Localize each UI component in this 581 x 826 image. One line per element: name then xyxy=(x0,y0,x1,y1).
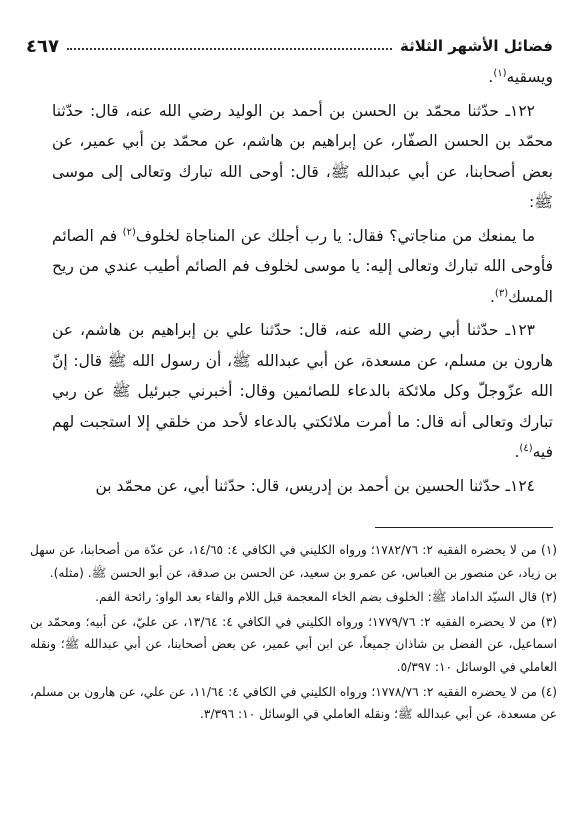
footnote-ref: (٢) xyxy=(122,226,136,238)
running-title: فضائل الأشهر الثلاثة xyxy=(399,37,553,55)
paragraph-end: . xyxy=(488,68,494,86)
page-number: ٤٦٧ xyxy=(26,35,59,57)
dotted-leader xyxy=(67,48,392,50)
footnote-ref: (٣) xyxy=(494,287,509,299)
hadith-122 xyxy=(52,96,553,218)
paragraph-text: ١٢٣ـ حدّثنا أبي رضي الله عنه، قال: حدّثنا علي بن إبراهيم بن هاشم، عن هارون بن مسلم، عن مسعدة، عن أبي عبدالله ﷺ، أن رسول الله ﷺ قال: إنّ الله عزّوجلّ وكل ملائكة بالدعاء للصائمين وقال: أخبرني جبرئيل ﷺ عن ربي تبارك وتعالى أنه قال: ما أمرت ملائكتي بالدعاء لأحد من خلقي إلا استجبت لهم فيه xyxy=(52,321,553,461)
paragraph-text-middle: فم الصائم فأوحى الله تبارك وتعالى إليه: يا موسى لخلوف فم الصائم أطيب عندي من ريح المسك xyxy=(52,226,553,306)
footnote-1: (١) من لا يحضره الفقيه ٢: ١٧٨٢/٧٦؛ ورواه الكليني في الكافي ٤: ١٤/٦٥، عن عدّة من أصحابنا، عن سهل بن زياد، عن منصور بن العباس، عن عمرو بن سعيد، عن الحسن بن صدقة، عن أبو الحسن ﷺ. (مثله). xyxy=(30,543,558,580)
footnote-ref: (١) xyxy=(493,67,507,79)
footnote-ref: (٤) xyxy=(519,442,533,454)
footnote-2: (٢) قال السيّد الداماد ﷺ: الخلوف بضم الخاء المعجمة قبل اللام والفاء بعد الواو: رائحة الفم. xyxy=(95,590,557,605)
paragraph-continuation xyxy=(52,62,553,93)
hadith-124 xyxy=(52,471,553,502)
paragraph-end: . xyxy=(514,443,520,461)
hadith-123 xyxy=(52,315,553,468)
footnote-3: (٣) من لا يحضره الفقيه ٢: ١٧٧٩/٧٦؛ ورواه الكليني في الكافي ٤: ١٣/٦٤، عن عليّ، عن أبيه؛ ومحمّد بن اسماعيل، عن الفضل بن شاذان جميعاً، عن ابن أبي عمير، عن بعض أصحابنا، عن أبي عبدالله ﷺ؛ ونقله العاملي في الوسائل ١٠: ٥/٣٩٧. xyxy=(30,614,558,674)
page-header xyxy=(26,33,553,59)
paragraph-text: ١٢٤ـ حدّثنا الحسين بن أحمد بن إدريس، قال: حدّثنا أبي، عن محمّد بن xyxy=(95,476,535,495)
paragraph-end: . xyxy=(489,287,495,306)
main-text xyxy=(52,62,553,501)
paragraph-text: ١٢٢ـ حدّثنا محمّد بن الحسن بن أحمد بن الوليد رضي الله عنه، قال: حدّثنا محمّد بن الحسن الصفّار، عن إبراهيم بن هاشم، عن محمّد بن أبي عمير، عن بعض أصحابنا، عن أبي عبدالله ﷺ، قال: أوحى الله تبارك وتعالى إلى موسى ﷺ: xyxy=(52,101,553,211)
footnotes xyxy=(30,539,557,728)
paragraph-text: ويسقيه xyxy=(506,68,553,86)
footnote-separator xyxy=(375,527,553,528)
paragraph-text: ما يمنعك من مناجاتي؟ فقال: يا رب أجلك عن المناجاة لخلوف xyxy=(135,226,535,245)
hadith-122-quote xyxy=(52,221,553,313)
footnote-4: (٤) من لا يحضره الفقيه ٢: ١٧٧٨/٧٦؛ ورواه الكليني في الكافي ٤: ١١/٦٤، عن علي، عن هارون بن مسلم، عن مسعدة، عن أبي عبدالله ﷺ؛ ونقله العاملي في الوسائل ١٠: ٣/٣٩٦. xyxy=(30,684,558,722)
